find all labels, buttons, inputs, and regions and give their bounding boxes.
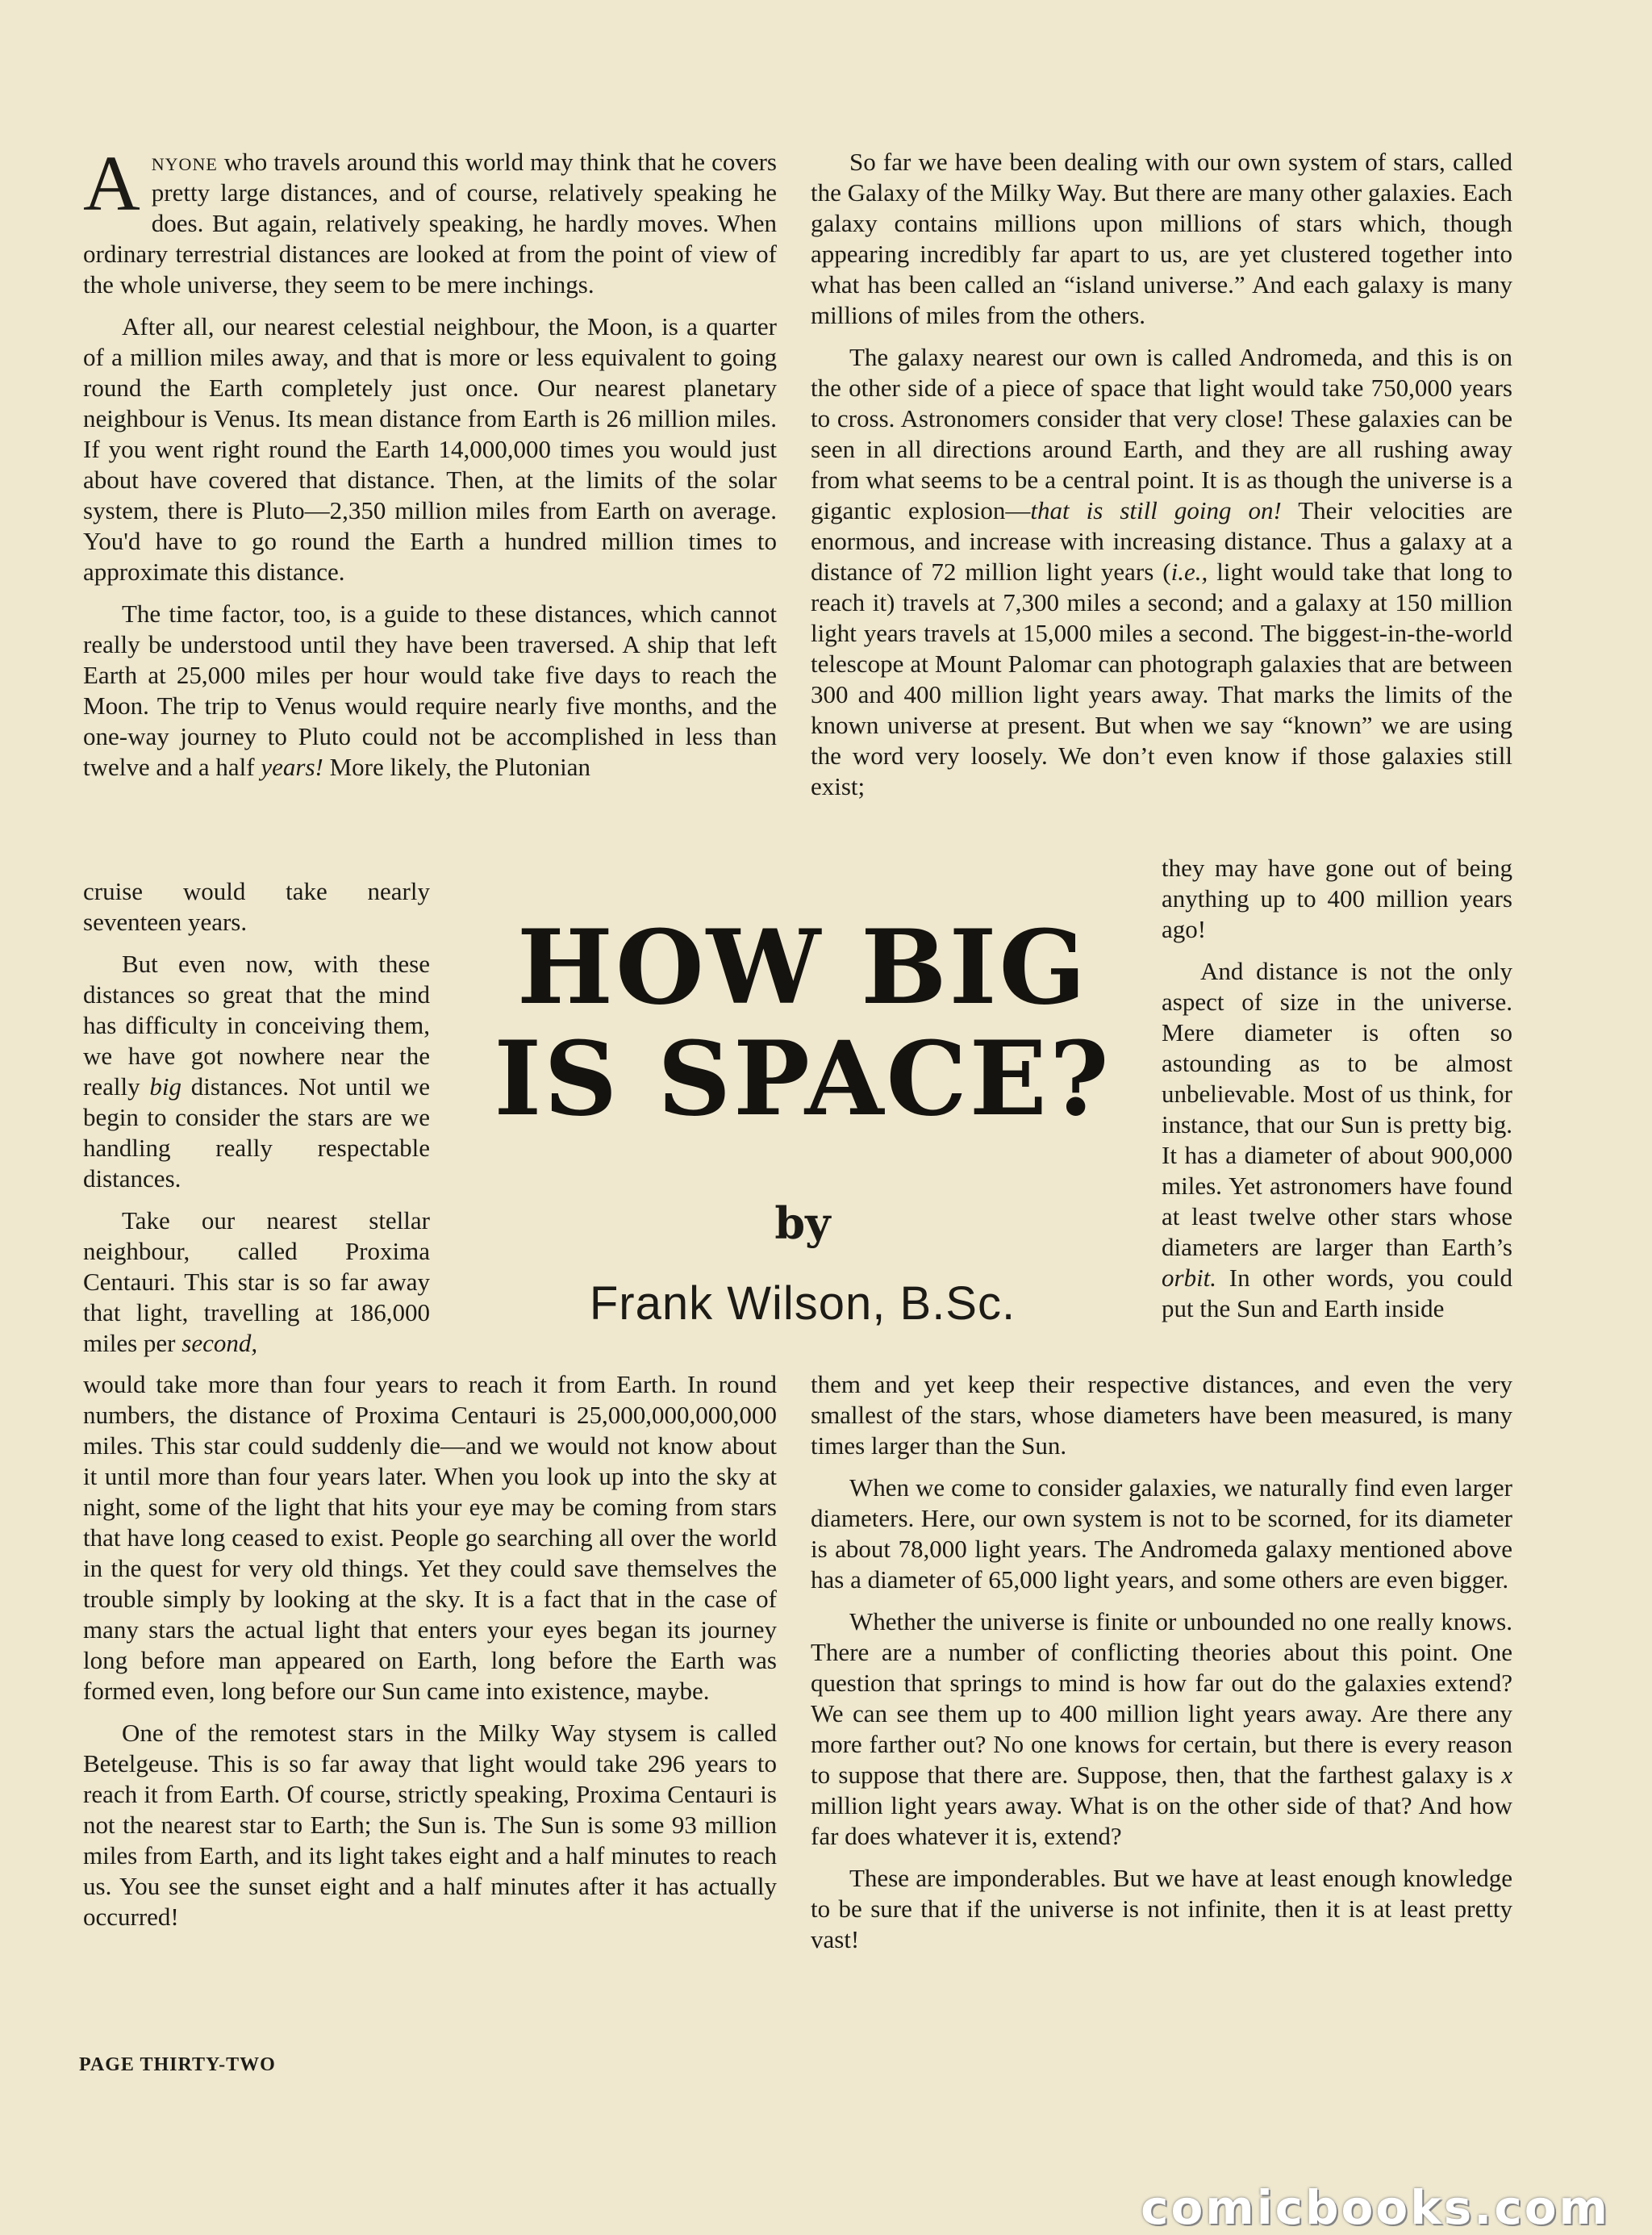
article-title-block	[484, 908, 1121, 1331]
paragraph	[83, 140, 777, 300]
emphasis: big	[149, 1072, 181, 1101]
emphasis: second,	[181, 1329, 258, 1357]
watermark: comicbooks.com	[1141, 2180, 1610, 2235]
column1-top	[83, 140, 777, 794]
byline-by: by	[774, 1197, 831, 1249]
emphasis: x	[1501, 1761, 1512, 1789]
article-title-line1: HOW BIG	[516, 908, 1089, 1027]
paragraph: When we come to consider galaxies, we naturally find even larger diameters. Here, our own system is not to be scorned, for its diameter is about 78,000 light years. The Andromeda galaxy mentioned above has a diameter of 65,000 light years, and some others are even bigger.	[811, 1473, 1512, 1594]
emphasis: years!	[261, 753, 323, 781]
paragraph: would take more than four years to reach it from Earth. In round numbers, the distance of Proxima Centauri is 25,000,000,000,000 miles. This star could suddenly die—and we would not know about it until more than four years later. When you look up into the sky at night, some of the light that hits your eye may be coming from stars that have long ceased to exist. People go searching all over the world in the quest for very old things. Yet they could save themselves the trouble simply by looking at the sky. It is a fact that in the case of many stars the actual light that enters your eyes began its journey long before man appeared on Earth, long before the Earth was formed even, long before our Sun came into existence, maybe.	[83, 1370, 777, 1705]
column1-narrow	[83, 876, 430, 1370]
emphasis: orbit.	[1162, 1264, 1217, 1292]
drop-cap: A	[83, 140, 140, 228]
paragraph-text: who travels around this world may think that he covers pretty large distances, and of course, relatively speaking he does. But again, relatively speaking, he hardly moves. When ordinary terrestrial distances are looked at from the point of view of the whole universe, they seem to be mere inchings.	[83, 148, 777, 299]
column2-bottom	[811, 1369, 1512, 1966]
emphasis: that is still going on!	[1030, 496, 1282, 524]
paragraph: And distance is not the only aspect of size in the universe. Mere diameter is often so astounding as to be almost unbelievable. Most of us think, for instance, that our Sun is pretty big. It has a diameter of about 900,000 miles. Yet astronomers have found at least twelve other stars whose diameters are larger than Earth’s orbit. In other words, you could put the Sun and Earth inside	[1162, 957, 1512, 1322]
paragraph: So far we have been dealing with our own system of stars, called the Galaxy of the Milky Way. But there are many other galaxies. Each galaxy contains millions upon millions of stars which, though appearing incredibly far apart to us, are yet clustered together into what has been called an “island universe.” And each galaxy is many millions of miles from the others.	[811, 148, 1512, 329]
author-name: Frank Wilson, B.Sc.	[589, 1277, 1016, 1330]
paragraph: After all, our nearest celestial neighbour, the Moon, is a quarter of a million miles away, and that is more or less equivalent to going round the Earth completely just once. Our nearest planetary neighbour is Venus. Its mean distance from Earth is 26 million miles. If you went right round the Earth 14,000,000 times you would just about have covered that distance. Then, at the limits of the solar system, there is Pluto—2,350 million miles from Earth on average. You'd have to go round the Earth a hundred million times to approximate this distance.	[83, 312, 777, 586]
column1-bottom	[83, 1369, 777, 1944]
paragraph: These are imponderables. But we have at least enough knowledge to be sure that if the universe is not infinite, then it is at least pretty vast!	[811, 1864, 1512, 1953]
article-title-line2: IS SPACE?	[494, 1019, 1112, 1138]
paragraph: Take our nearest stellar neighbour, called Proxima Centauri. This star is so far away that light, travelling at 186,000 miles per second,	[83, 1206, 430, 1357]
paragraph: Whether the universe is finite or unbounded no one really knows. There are a number of conflicting theories about this point. One question that springs to mind is how far out do the galaxies extend? We can see them up to 400 million light years away. Are there any more farther out? No one knows for certain, but there is every reason to suppose that there are. Suppose, then, that the farthest galaxy is x million light years away. What is on the other side of that? And how far does whatever it is, extend?	[811, 1607, 1512, 1850]
emphasis: i.e.,	[1170, 558, 1208, 586]
paragraph: But even now, with these distances so great that the mind has difficulty in conceiving them, we have got nowhere near the really big distances. Not until we begin to consider the stars are we handling really respectable distances.	[83, 950, 430, 1193]
paragraph: The time factor, too, is a guide to these distances, which cannot really be understood until they have been traversed. A ship that left Earth at 25,000 miles per hour would take five days to reach the Moon. The trip to Venus would require nearly five months, and the one-way journey to Pluto could not be accomplished in less than twelve and a half years! More likely, the Plutonian	[83, 599, 777, 781]
small-caps-word: nyone	[151, 148, 218, 176]
paragraph: they may have gone out of being anything up to 400 million years ago!	[1162, 854, 1512, 943]
page-number: PAGE THIRTY-TWO	[79, 2054, 276, 2075]
column2-narrow	[1162, 853, 1512, 1335]
column2-top	[811, 147, 1512, 813]
paragraph: them and yet keep their respective distances, and even the very smallest of the stars, whose diameters have been measured, is many times larger than the Sun.	[811, 1370, 1512, 1460]
paragraph: cruise would take nearly seventeen years.	[83, 877, 430, 936]
paragraph: One of the remotest stars in the Milky Way stysem is called Betelgeuse. This is so far away that light would take 296 years to reach it from Earth. Of course, strictly speaking, Proxima Centauri is not the nearest star to Earth; the Sun is. The Sun is some 93 million miles from Earth, and its light takes eight and a half minutes to reach us. You see the sunset eight and a half minutes after it has actually occurred!	[83, 1719, 777, 1931]
paragraph: The galaxy nearest our own is called Andromeda, and this is on the other side of a piece of space that light would take 750,000 years to cross. Astronomers consider that very close! These galaxies can be seen in all directions around Earth, and they are all rushing away from what seems to be a central point. It is as though the universe is a gigantic explosion—that is still going on! Their velocities are enormous, and increase with increasing distance. Thus a galaxy at a distance of 72 million light years (i.e., light would take that long to reach it) travels at 7,300 miles a second; and a galaxy at 150 million light years travels at 15,000 miles a second. The biggest-in-the-world telescope at Mount Palomar can photograph galaxies that are between 300 and 400 million light years away. That marks the limits of the known universe at present. But when we say “known” we are using the word very loosely. We don’t even know if those galaxies still exist;	[811, 343, 1513, 800]
